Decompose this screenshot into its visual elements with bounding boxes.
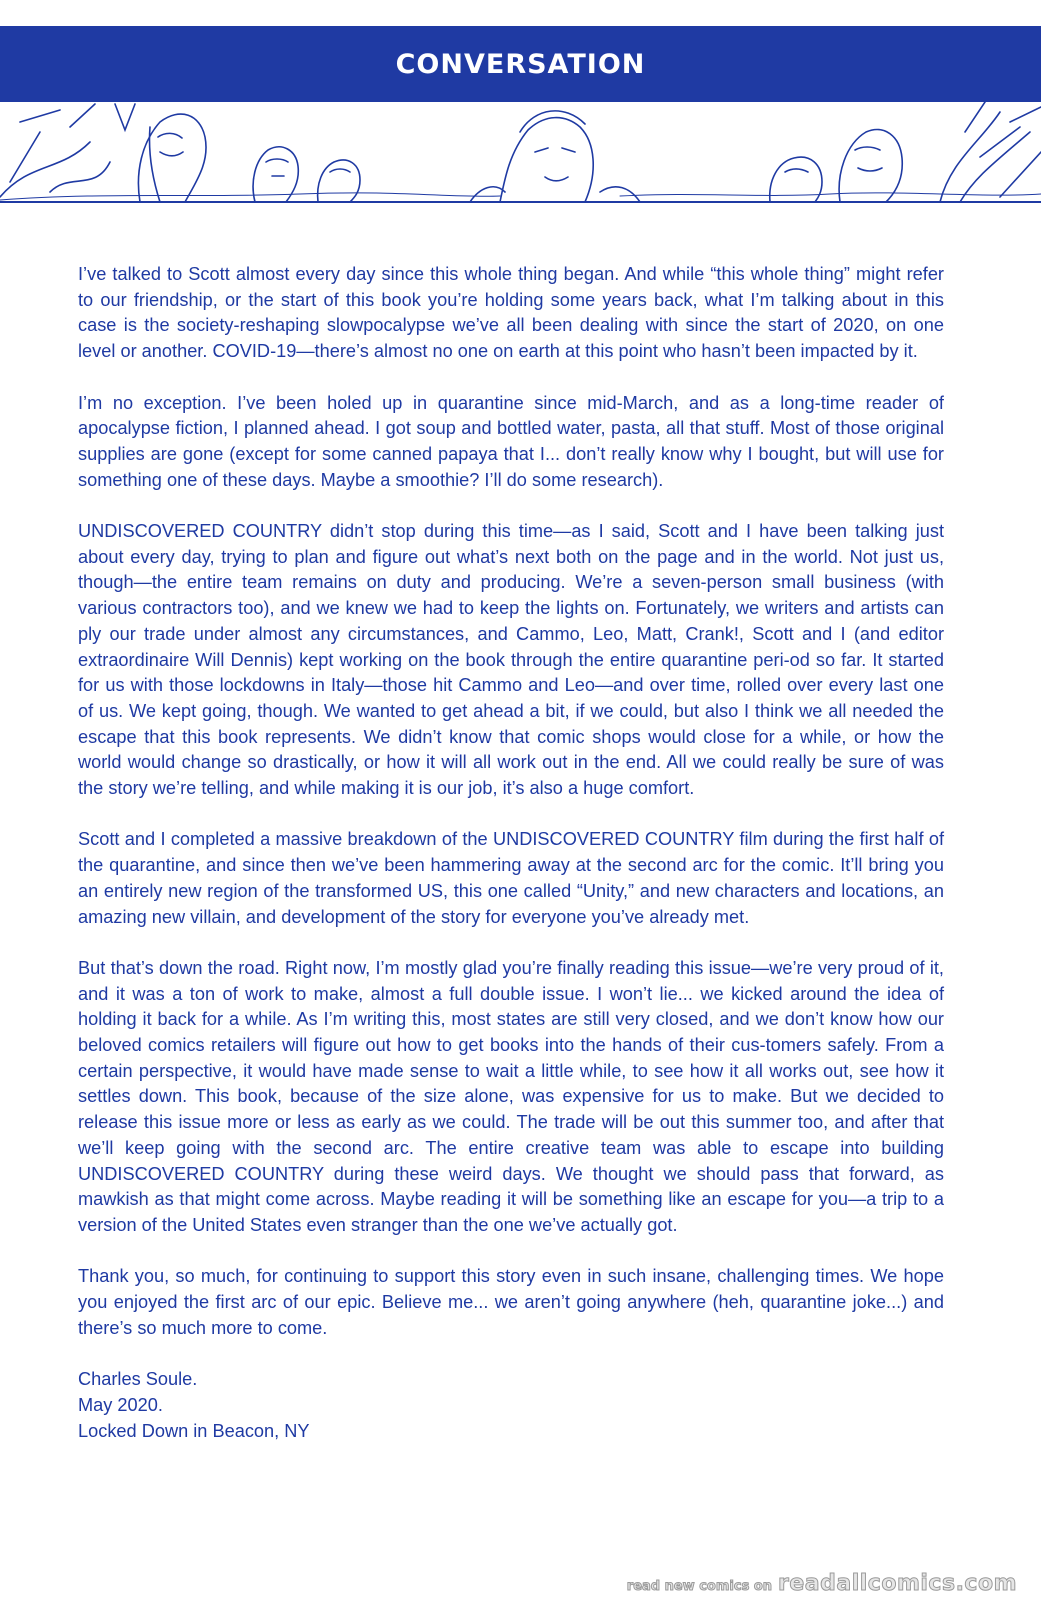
paragraph: Thank you, so much, for continuing to support this story even in such insane, challenging times. We hope you enjoyed the first arc of our epic. Believe me... we aren’t going anywhere (heh, quarantine joke...) and there’s so much more to come. bbox=[78, 1266, 944, 1338]
paragraph: But that’s down the road. Right now, I’m mostly glad you’re finally reading this issue—we’re very proud of it, and it was a ton of work to make, almost a full double issue. I won’t lie... we kicked around the idea of holding it back for a while. As I’m writing this, most states are still very closed, and we don’t know how our beloved comics retailers will figure out how to get books into the hands of their cus-tomers safely. From a certain perspective, it would have made sense to wait a little while, to see how it all works out, see how it settles down. This book, because of the size alone, was expensive for us to make. But we decided to release this issue more or less as early as we could. The trade will be out this summer too, and after that we’ll keep going with the second arc. The entire creative team was able to escape into building UNDISCOVERED COUNTRY during these weird days. We thought we should pass that forward, as mawkish as that might come across. Maybe reading it will be something like an escape for you—a trip to a version of the United States even stranger than the one we’ve actually got. bbox=[78, 957, 944, 1235]
paragraph: I’ve talked to Scott almost every day since this whole thing began. And while “this whole thing” might refer to our friendship, or the start of this book you’re holding some years back, what I’m talking about in this case is the society-reshaping slowpocalypse we’ve all been dealing with since the start of 2020, on one level or another. COVID-19—there’s almost no one on earth at this point who hasn’t been impacted by it. bbox=[78, 264, 944, 362]
paragraph: UNDISCOVERED COUNTRY didn’t stop during this time—as I said, Scott and I have been talking just about every day, trying to plan and figure out what’s next both on the page and in the world. Not just us, though—the entire team remains on duty and producing. We’re a seven-person small business (with various contractors too), and we knew we had to keep the lights on. Fortunately, we writers and artists can ply our trade under almost any circumstances, and Cammo, Leo, Matt, Crank!, Scott and I (and editor extraordinaire Will Dennis) kept working on the book through the entire quarantine peri-od so far. It started for us with those lockdowns in Italy—those hit Cammo and Leo—and over time, rolled over every last one of us. We kept going, though. We wanted to get ahead a bit, if we could, but also I think we all needed the escape that this book represents. We didn’t know that comic shops would close for a while, or how the world would change so drastically, or how it will all work out in the end. All we could really be sure of was the story we’re telling, and while making it is our job, it’s also a huge comfort. bbox=[78, 521, 944, 799]
watermark-site: readallcomics.com bbox=[778, 1571, 1017, 1596]
signature-location: Locked Down in Beacon, NY bbox=[78, 1420, 310, 1441]
page-title: CONVERSATION bbox=[395, 48, 646, 80]
author-name: Charles Soule. bbox=[78, 1369, 198, 1390]
character-lineup-illustration bbox=[0, 102, 1041, 206]
paragraph: Scott and I completed a massive breakdown of the UNDISCOVERED COUNTRY film during the first half of the quarantine, and since then we’ve been hammering away at the second arc for the comic. It’ll bring you an entirely new region of the transformed US, this one called “Unity,” and new characters and locations, an amazing new villain, and development of the story for everyone you’ve already met. bbox=[78, 829, 944, 927]
watermark-prefix: read new comics on bbox=[626, 1579, 773, 1594]
editorial-letter bbox=[78, 262, 944, 1444]
signature-date: May 2020. bbox=[78, 1394, 163, 1415]
signature-block bbox=[78, 1367, 944, 1444]
paragraph: I’m no exception. I’ve been holed up in quarantine since mid-March, and as a long-time reader of apocalypse fiction, I planned ahead. I got soup and bottled water, pasta, all that stuff. Most of those original supplies are gone (except for some canned papaya that I... don’t really know why I bought, but will use for something one of these days. Maybe a smoothie? I’ll do some research). bbox=[78, 392, 944, 490]
site-watermark bbox=[627, 1571, 1017, 1596]
header-banner bbox=[0, 26, 1041, 102]
